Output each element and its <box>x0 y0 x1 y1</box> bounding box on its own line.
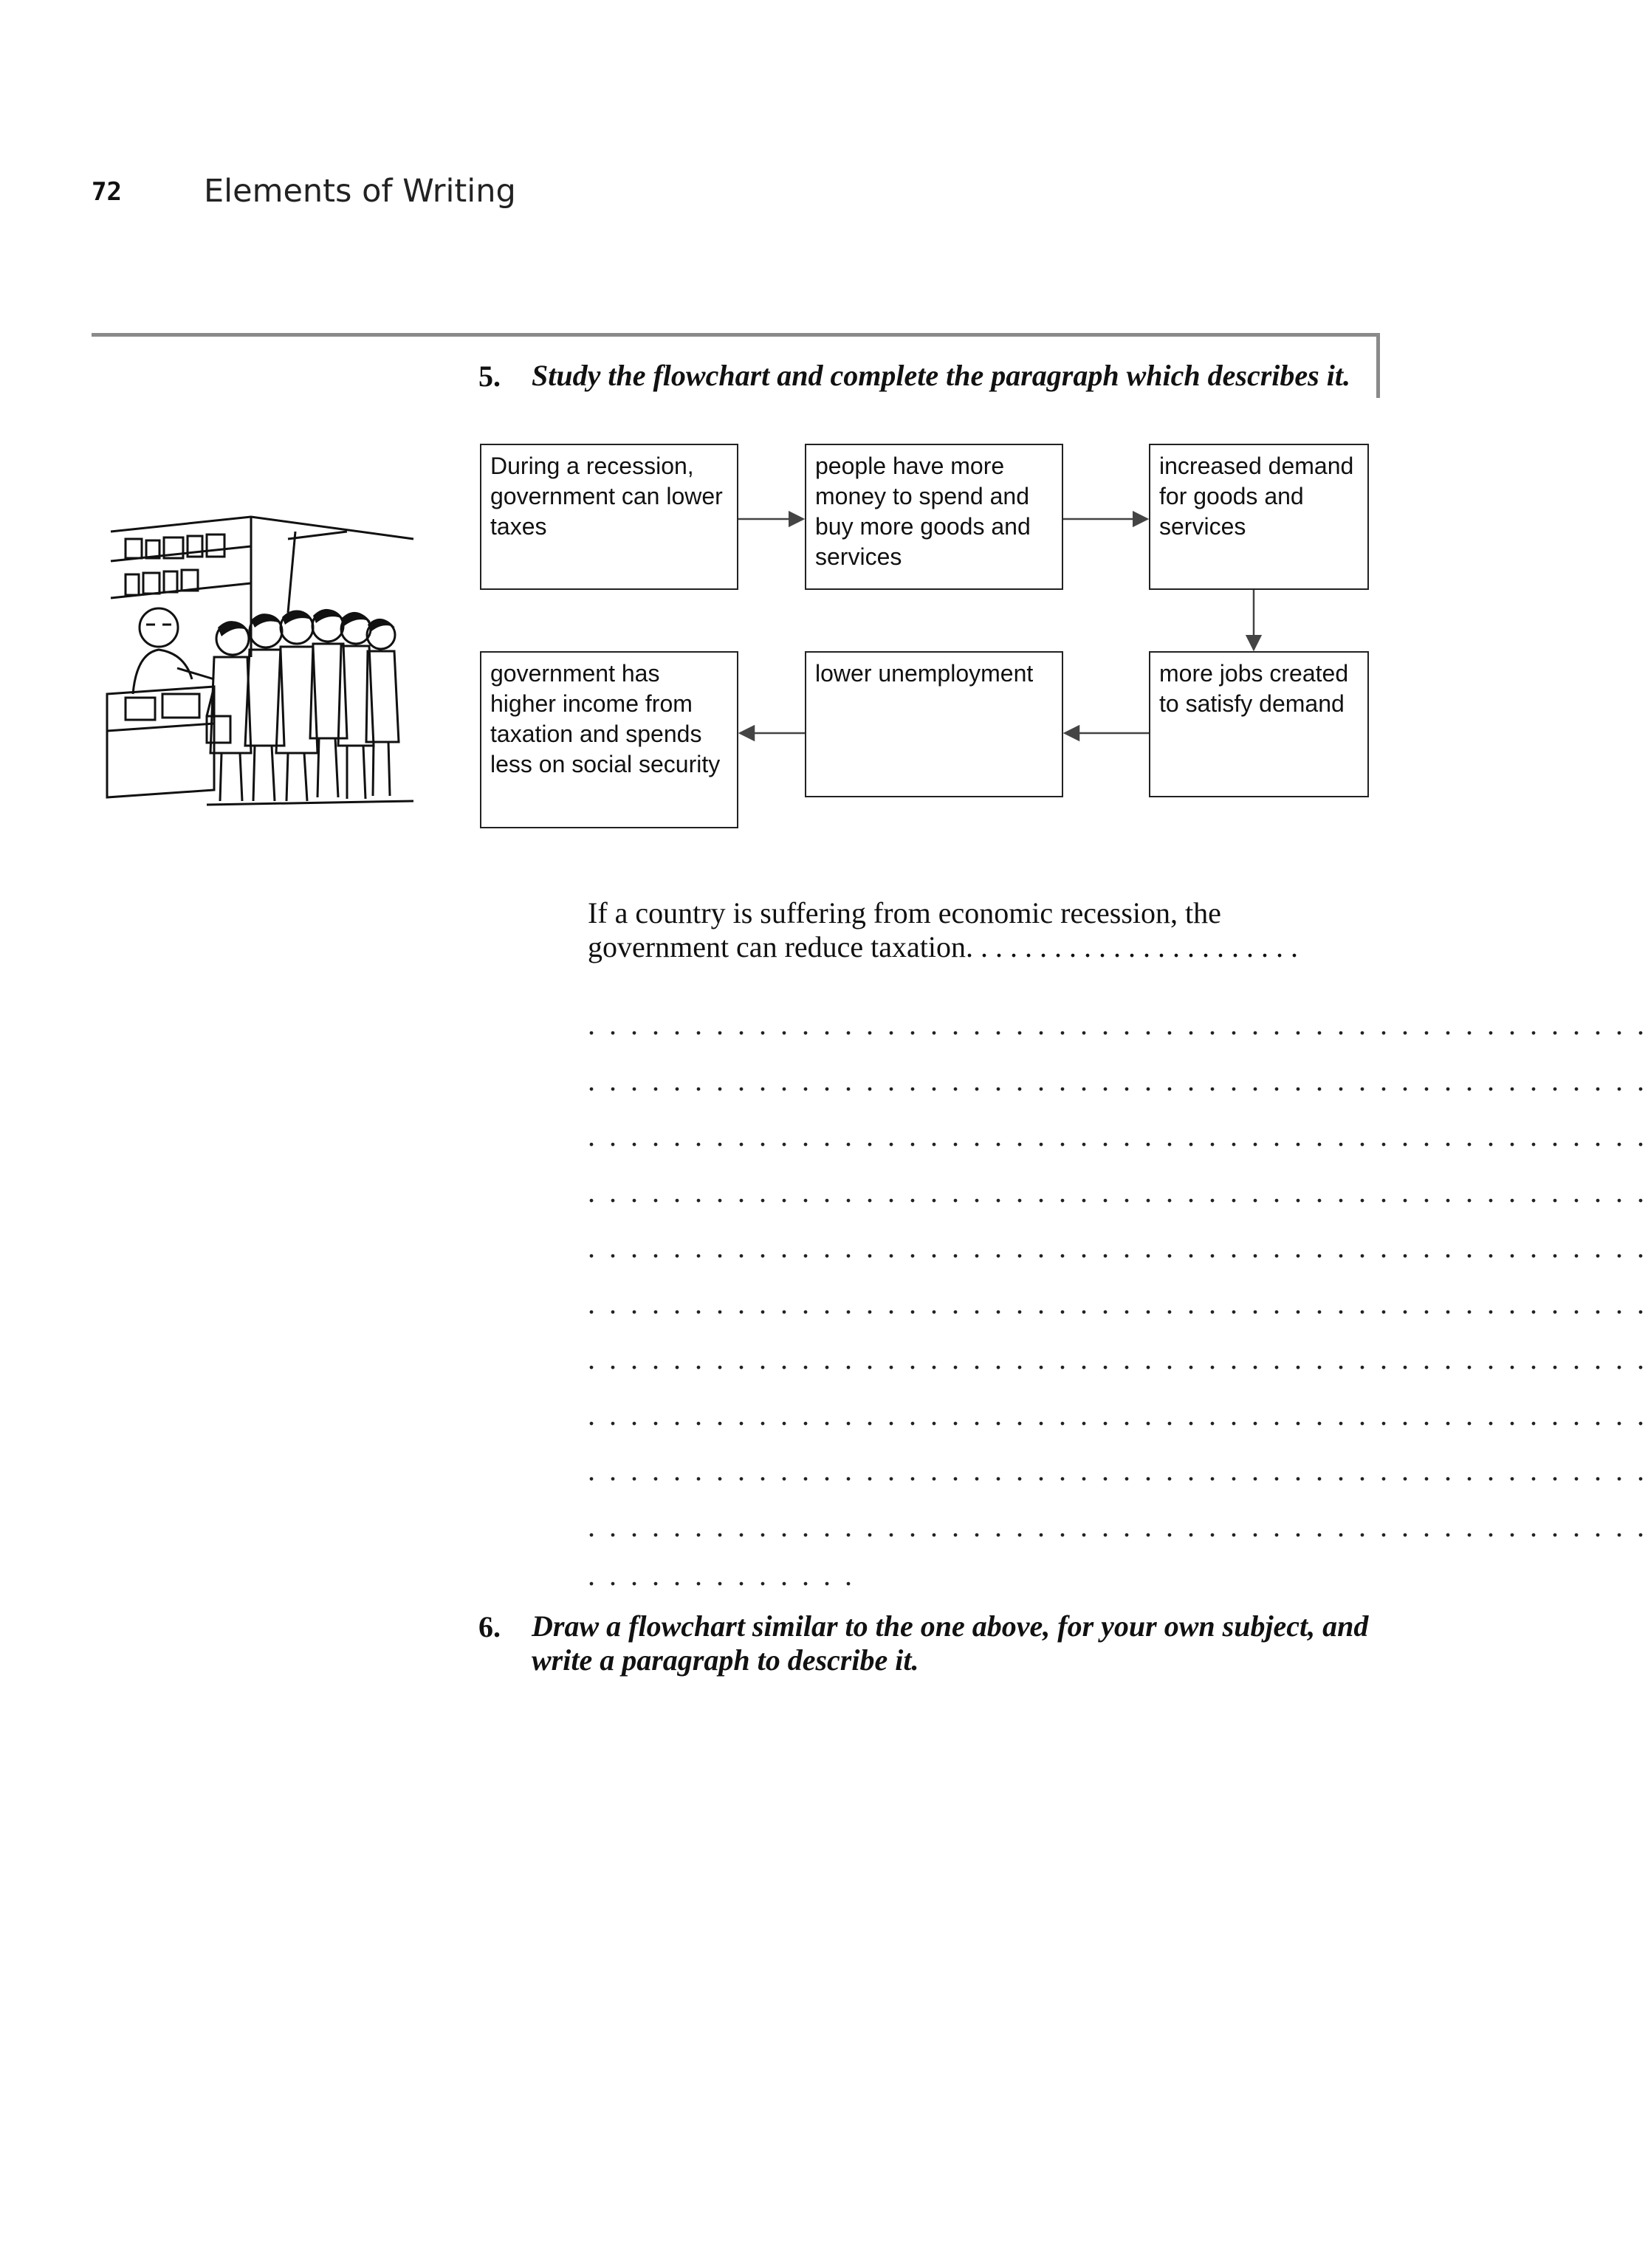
flowchart-box-more-money: people have more money to spend and buy more goods and services <box>805 444 1063 590</box>
answer-dotted-line: . . . . . . . . . . . . . . . . . . . . . . . . . . . . . . . . . . . . . . . . . . . . . . . . . . <box>588 1064 1648 1097</box>
flowchart-box-more-jobs: more jobs created to satisfy demand <box>1149 651 1369 797</box>
flowchart-box-lower-taxes: During a recession, government can lower taxes <box>480 444 738 590</box>
flowchart-box-government-income: government has higher income from taxation and spends less on social security <box>480 651 738 828</box>
answer-dotted-line: . . . . . . . . . . . . . . . . . . . . . . . . . . . . . . . . . . . . . . . . . . . . . . . . . . <box>588 1119 1648 1152</box>
flowchart-box-lower-unemployment: lower unemployment <box>805 651 1063 797</box>
flowchart-box-increased-demand: increased demand for goods and services <box>1149 444 1369 590</box>
answer-dotted-line: . . . . . . . . . . . . . . . . . . . . . . . . . . . . . . . . . . . . . . . . . . . . . . . . . . <box>588 1342 1648 1375</box>
answer-dotted-line: . . . . . . . . . . . . . . . . . . . . . . . . . . . . . . . . . . . . . . . . . . . . . . . . . . <box>588 1287 1648 1320</box>
question-6-number: 6. <box>478 1610 501 1643</box>
answer-dotted-line: . . . . . . . . . . . . . . . . . . . . . . . . . . . . . . . . . . . . . . . . . . . . . . . . . . <box>588 1175 1648 1209</box>
page-number: 72 <box>92 177 122 207</box>
running-head: Elements of Writing <box>204 173 516 210</box>
answer-dotted-line-final: . . . . . . . . . . . . . <box>588 1559 856 1592</box>
answer-dotted-line: . . . . . . . . . . . . . . . . . . . . . . . . . . . . . . . . . . . . . . . . . . . . . . . . . . <box>588 1231 1648 1264</box>
answer-dotted-line: . . . . . . . . . . . . . . . . . . . . . . . . . . . . . . . . . . . . . . . . . . . . . . . . . . <box>588 1510 1648 1543</box>
answer-dotted-line: . . . . . . . . . . . . . . . . . . . . . . . . . . . . . . . . . . . . . . . . . . . . . . . . . . <box>588 1454 1648 1487</box>
question-5-number: 5. <box>478 360 501 393</box>
paragraph-starter: If a country is suffering from economic recession, the government can reduce taxation. . . . . . . . . . . . . . . . . . . . . . . <box>588 896 1298 963</box>
answer-dotted-line: . . . . . . . . . . . . . . . . . . . . . . . . . . . . . . . . . . . . . . . . . . . . . . . . . . <box>588 1008 1648 1041</box>
answer-dotted-line: . . . . . . . . . . . . . . . . . . . . . . . . . . . . . . . . . . . . . . . . . . . . . . . . . . <box>588 1398 1648 1432</box>
question-5-instruction: Study the flowchart and complete the paragraph which describes it. <box>532 359 1350 392</box>
question-6-instruction: Draw a flowchart similar to the one above, for your own subject, and write a paragraph to describe it. <box>532 1609 1369 1677</box>
